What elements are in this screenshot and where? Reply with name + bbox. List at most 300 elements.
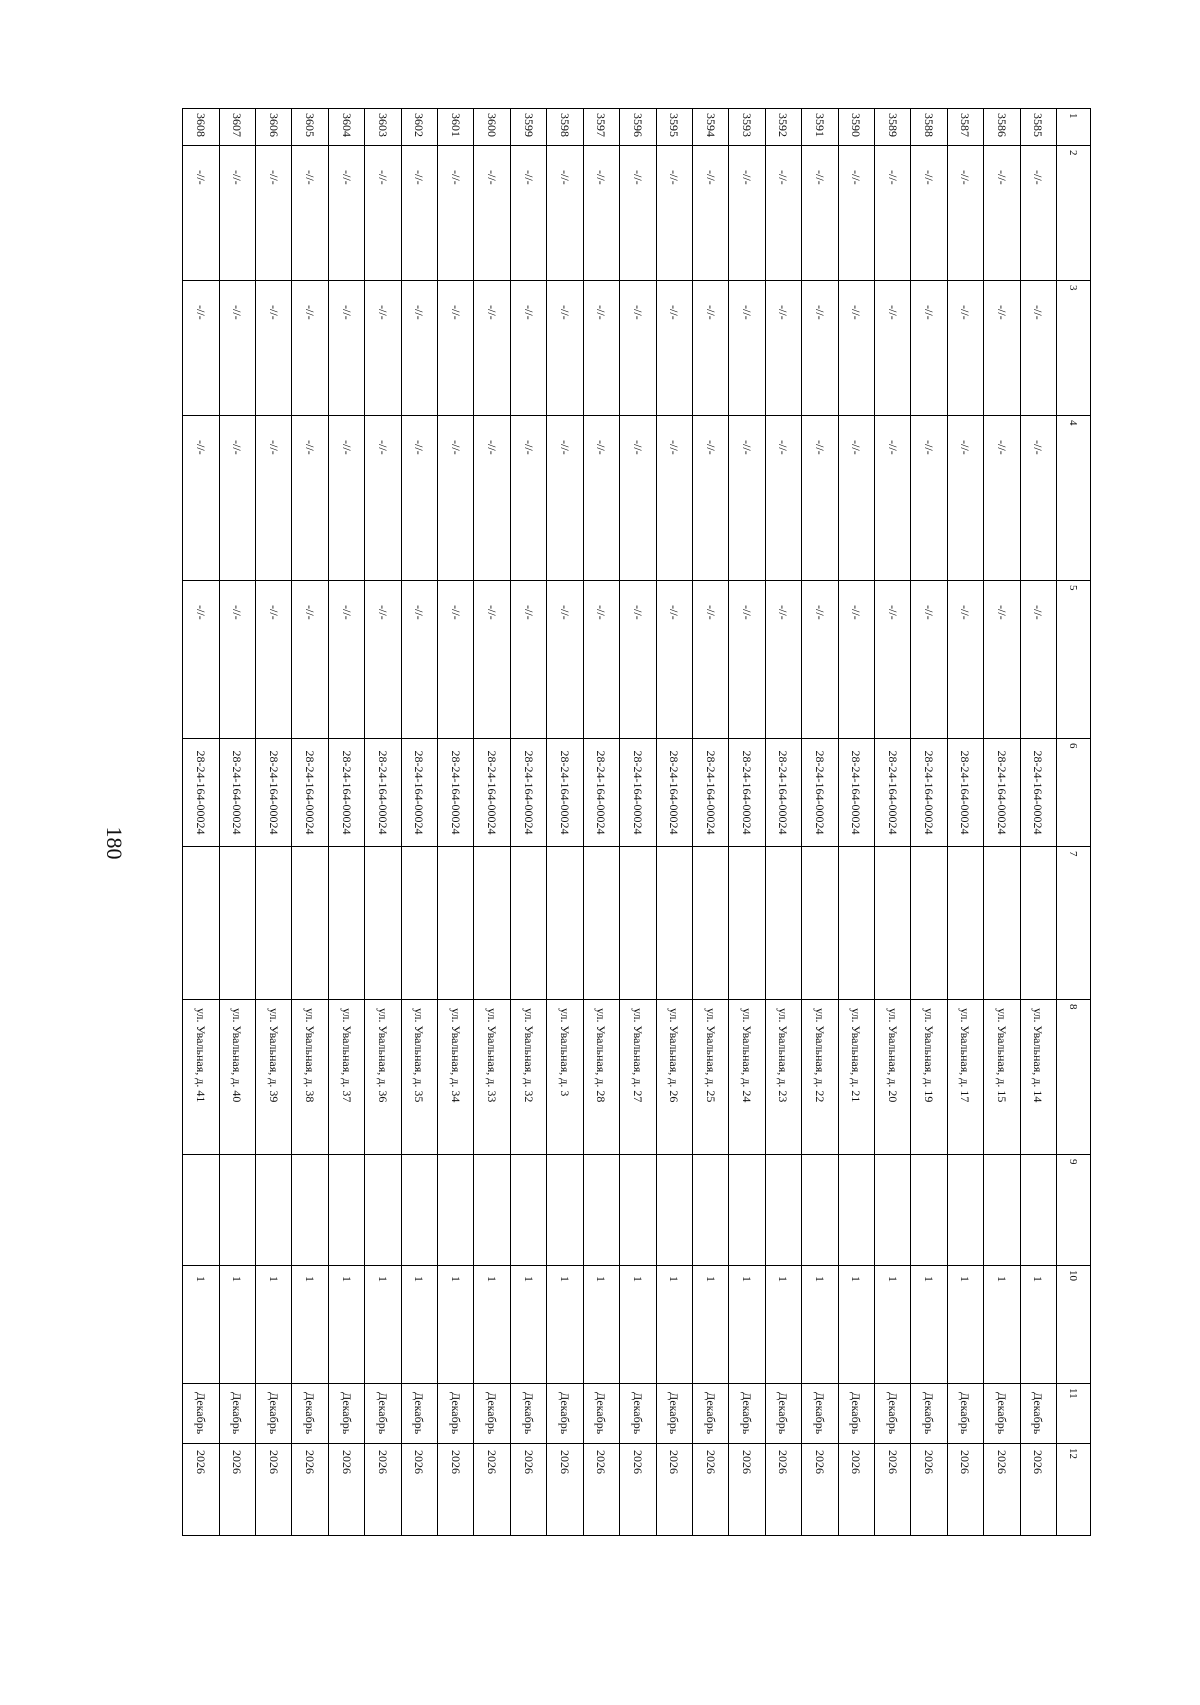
row-number-cell: 3602: [401, 109, 437, 146]
cell-col-9: [729, 1155, 765, 1266]
cadastral-number-cell: 28-24-164-00024: [438, 739, 474, 847]
cadastral-number-cell: 28-24-164-00024: [183, 739, 220, 847]
quantity-cell: 1: [292, 1266, 328, 1384]
cadastral-number-cell: 28-24-164-00024: [365, 739, 401, 847]
cell-col-5: -//-: [510, 581, 546, 739]
year-cell: 2026: [838, 1444, 874, 1536]
address-cell: ул. Увальная, д. 35: [401, 1000, 437, 1155]
quantity-cell: 1: [692, 1266, 728, 1384]
year-cell: 2026: [219, 1444, 255, 1536]
cell-col-2: -//-: [547, 146, 583, 281]
cell-col-7: [438, 847, 474, 1000]
cell-col-2: -//-: [838, 146, 874, 281]
cell-col-4: -//-: [874, 416, 910, 581]
cell-col-3: -//-: [838, 281, 874, 416]
cell-col-3: -//-: [219, 281, 255, 416]
cell-col-2: -//-: [1020, 146, 1056, 281]
cell-col-5: -//-: [729, 581, 765, 739]
address-cell: ул. Увальная, д. 36: [365, 1000, 401, 1155]
year-cell: 2026: [583, 1444, 619, 1536]
quantity-cell: 1: [729, 1266, 765, 1384]
cell-col-7: [947, 847, 983, 1000]
month-cell: Декабрь: [984, 1384, 1020, 1444]
cell-col-9: [620, 1155, 656, 1266]
row-number-cell: 3605: [292, 109, 328, 146]
cell-col-3: -//-: [656, 281, 692, 416]
cell-col-3: -//-: [911, 281, 947, 416]
row-number-cell: 3598: [547, 109, 583, 146]
cell-col-3: -//-: [328, 281, 364, 416]
cadastral-number-cell: 28-24-164-00024: [984, 739, 1020, 847]
table-row: [219, 109, 255, 1536]
cell-col-4: -//-: [583, 416, 619, 581]
cell-col-2: -//-: [620, 146, 656, 281]
column-header: 11: [1057, 1384, 1091, 1444]
cell-col-4: -//-: [438, 416, 474, 581]
cell-col-3: -//-: [984, 281, 1020, 416]
month-cell: Декабрь: [474, 1384, 510, 1444]
cell-col-3: -//-: [802, 281, 838, 416]
cadastral-number-cell: 28-24-164-00024: [874, 739, 910, 847]
cell-col-4: -//-: [547, 416, 583, 581]
cell-col-2: -//-: [438, 146, 474, 281]
month-cell: Декабрь: [256, 1384, 292, 1444]
row-number-cell: 3593: [729, 109, 765, 146]
cadastral-number-cell: 28-24-164-00024: [620, 739, 656, 847]
cell-col-7: [984, 847, 1020, 1000]
quantity-cell: 1: [874, 1266, 910, 1384]
month-cell: Декабрь: [438, 1384, 474, 1444]
year-cell: 2026: [474, 1444, 510, 1536]
row-number-cell: 3595: [656, 109, 692, 146]
row-number-cell: 3600: [474, 109, 510, 146]
table-row: [620, 109, 656, 1536]
row-number-cell: 3590: [838, 109, 874, 146]
year-cell: 2026: [547, 1444, 583, 1536]
month-cell: Декабрь: [292, 1384, 328, 1444]
cell-col-7: [874, 847, 910, 1000]
address-cell: ул. Увальная, д. 38: [292, 1000, 328, 1155]
cell-col-4: -//-: [656, 416, 692, 581]
table-row: [547, 109, 583, 1536]
cadastral-number-cell: 28-24-164-00024: [401, 739, 437, 847]
cell-col-2: -//-: [692, 146, 728, 281]
cell-col-5: -//-: [219, 581, 255, 739]
year-cell: 2026: [874, 1444, 910, 1536]
cell-col-9: [219, 1155, 255, 1266]
cell-col-2: -//-: [802, 146, 838, 281]
row-number-cell: 3586: [984, 109, 1020, 146]
cadastral-number-cell: 28-24-164-00024: [474, 739, 510, 847]
cell-col-4: -//-: [328, 416, 364, 581]
cell-col-4: -//-: [692, 416, 728, 581]
cell-col-5: -//-: [183, 581, 220, 739]
row-number-cell: 3597: [583, 109, 619, 146]
cell-col-2: -//-: [911, 146, 947, 281]
address-cell: ул. Увальная, д. 20: [874, 1000, 910, 1155]
cell-col-3: -//-: [947, 281, 983, 416]
table-row: [656, 109, 692, 1536]
cell-col-9: [838, 1155, 874, 1266]
cell-col-9: [438, 1155, 474, 1266]
row-number-cell: 3585: [1020, 109, 1056, 146]
cell-col-4: -//-: [1020, 416, 1056, 581]
cell-col-7: [474, 847, 510, 1000]
table-row: [947, 109, 983, 1536]
cell-col-5: -//-: [874, 581, 910, 739]
table-row: [474, 109, 510, 1536]
cell-col-4: -//-: [729, 416, 765, 581]
month-cell: Декабрь: [583, 1384, 619, 1444]
month-cell: Декабрь: [729, 1384, 765, 1444]
address-cell: ул. Увальная, д. 39: [256, 1000, 292, 1155]
cell-col-3: -//-: [183, 281, 220, 416]
address-cell: ул. Увальная, д. 14: [1020, 1000, 1056, 1155]
cell-col-2: -//-: [219, 146, 255, 281]
cell-col-5: -//-: [765, 581, 801, 739]
cell-col-5: -//-: [838, 581, 874, 739]
cell-col-2: -//-: [984, 146, 1020, 281]
cell-col-5: -//-: [328, 581, 364, 739]
quantity-cell: 1: [984, 1266, 1020, 1384]
table-body: [183, 109, 1057, 1536]
cell-col-5: -//-: [401, 581, 437, 739]
year-cell: 2026: [292, 1444, 328, 1536]
cell-col-4: -//-: [947, 416, 983, 581]
cell-col-7: [328, 847, 364, 1000]
rotated-table-frame: [182, 108, 1091, 1535]
column-header: 2: [1057, 146, 1091, 281]
cell-col-4: -//-: [765, 416, 801, 581]
cell-col-3: -//-: [765, 281, 801, 416]
cell-col-2: -//-: [583, 146, 619, 281]
cell-col-7: [256, 847, 292, 1000]
cell-col-2: -//-: [183, 146, 220, 281]
address-cell: ул. Увальная, д. 40: [219, 1000, 255, 1155]
row-number-cell: 3606: [256, 109, 292, 146]
quantity-cell: 1: [583, 1266, 619, 1384]
cell-col-9: [256, 1155, 292, 1266]
cell-col-2: -//-: [474, 146, 510, 281]
cell-col-7: [183, 847, 220, 1000]
year-cell: 2026: [984, 1444, 1020, 1536]
quantity-cell: 1: [911, 1266, 947, 1384]
table-row: [183, 109, 220, 1536]
cadastral-number-cell: 28-24-164-00024: [583, 739, 619, 847]
column-header: 1: [1057, 109, 1091, 146]
year-cell: 2026: [438, 1444, 474, 1536]
year-cell: 2026: [365, 1444, 401, 1536]
month-cell: Декабрь: [547, 1384, 583, 1444]
year-cell: 2026: [802, 1444, 838, 1536]
address-cell: ул. Увальная, д. 25: [692, 1000, 728, 1155]
cadastral-number-cell: 28-24-164-00024: [692, 739, 728, 847]
address-cell: ул. Увальная, д. 17: [947, 1000, 983, 1155]
cell-col-3: -//-: [620, 281, 656, 416]
cell-col-3: -//-: [692, 281, 728, 416]
address-cell: ул. Увальная, д. 21: [838, 1000, 874, 1155]
row-number-cell: 3596: [620, 109, 656, 146]
quantity-cell: 1: [765, 1266, 801, 1384]
cell-col-9: [547, 1155, 583, 1266]
year-cell: 2026: [729, 1444, 765, 1536]
address-cell: ул. Увальная, д. 33: [474, 1000, 510, 1155]
row-number-cell: 3603: [365, 109, 401, 146]
cell-col-5: -//-: [620, 581, 656, 739]
address-cell: ул. Увальная, д. 15: [984, 1000, 1020, 1155]
cell-col-4: -//-: [984, 416, 1020, 581]
cell-col-4: -//-: [474, 416, 510, 581]
table-row: [838, 109, 874, 1536]
quantity-cell: 1: [838, 1266, 874, 1384]
cell-col-7: [292, 847, 328, 1000]
cell-col-9: [802, 1155, 838, 1266]
cadastral-number-cell: 28-24-164-00024: [802, 739, 838, 847]
row-number-cell: 3601: [438, 109, 474, 146]
register-table: [182, 108, 1091, 1536]
quantity-cell: 1: [219, 1266, 255, 1384]
quantity-cell: 1: [620, 1266, 656, 1384]
cell-col-9: [692, 1155, 728, 1266]
cell-col-3: -//-: [365, 281, 401, 416]
cell-col-7: [802, 847, 838, 1000]
year-cell: 2026: [620, 1444, 656, 1536]
cadastral-number-cell: 28-24-164-00024: [547, 739, 583, 847]
cell-col-7: [219, 847, 255, 1000]
cell-col-5: -//-: [1020, 581, 1056, 739]
address-cell: ул. Увальная, д. 27: [620, 1000, 656, 1155]
month-cell: Декабрь: [656, 1384, 692, 1444]
cadastral-number-cell: 28-24-164-00024: [256, 739, 292, 847]
address-cell: ул. Увальная, д. 28: [583, 1000, 619, 1155]
table-row: [438, 109, 474, 1536]
cell-col-5: -//-: [692, 581, 728, 739]
column-header: 5: [1057, 581, 1091, 739]
address-cell: ул. Увальная, д. 32: [510, 1000, 546, 1155]
cell-col-4: -//-: [183, 416, 220, 581]
cadastral-number-cell: 28-24-164-00024: [510, 739, 546, 847]
cell-col-4: -//-: [510, 416, 546, 581]
cell-col-4: -//-: [838, 416, 874, 581]
cell-col-7: [911, 847, 947, 1000]
cell-col-7: [838, 847, 874, 1000]
cell-col-5: -//-: [474, 581, 510, 739]
quantity-cell: 1: [1020, 1266, 1056, 1384]
cell-col-4: -//-: [802, 416, 838, 581]
month-cell: Декабрь: [802, 1384, 838, 1444]
year-cell: 2026: [1020, 1444, 1056, 1536]
table-row: [802, 109, 838, 1536]
cell-col-5: -//-: [583, 581, 619, 739]
row-number-cell: 3592: [765, 109, 801, 146]
column-header: 10: [1057, 1266, 1091, 1384]
row-number-cell: 3591: [802, 109, 838, 146]
cell-col-2: -//-: [765, 146, 801, 281]
table-row: [765, 109, 801, 1536]
cadastral-number-cell: 28-24-164-00024: [292, 739, 328, 847]
cell-col-9: [510, 1155, 546, 1266]
cadastral-number-cell: 28-24-164-00024: [656, 739, 692, 847]
cell-col-3: -//-: [510, 281, 546, 416]
cell-col-3: -//-: [256, 281, 292, 416]
cell-col-9: [947, 1155, 983, 1266]
row-number-cell: 3604: [328, 109, 364, 146]
cell-col-9: [401, 1155, 437, 1266]
address-cell: ул. Увальная, д. 23: [765, 1000, 801, 1155]
column-header: 7: [1057, 847, 1091, 1000]
cell-col-4: -//-: [911, 416, 947, 581]
year-cell: 2026: [328, 1444, 364, 1536]
cell-col-3: -//-: [292, 281, 328, 416]
cell-col-7: [692, 847, 728, 1000]
cell-col-9: [765, 1155, 801, 1266]
month-cell: Декабрь: [510, 1384, 546, 1444]
cell-col-2: -//-: [656, 146, 692, 281]
quantity-cell: 1: [474, 1266, 510, 1384]
cell-col-5: -//-: [292, 581, 328, 739]
cell-col-9: [328, 1155, 364, 1266]
table-row: [984, 109, 1020, 1536]
cell-col-7: [510, 847, 546, 1000]
month-cell: Декабрь: [765, 1384, 801, 1444]
cell-col-7: [765, 847, 801, 1000]
cadastral-number-cell: 28-24-164-00024: [328, 739, 364, 847]
month-cell: Декабрь: [183, 1384, 220, 1444]
row-number-cell: 3587: [947, 109, 983, 146]
cell-col-9: [1020, 1155, 1056, 1266]
table-row: [1020, 109, 1056, 1536]
year-cell: 2026: [656, 1444, 692, 1536]
year-cell: 2026: [183, 1444, 220, 1536]
cadastral-number-cell: 28-24-164-00024: [911, 739, 947, 847]
table-row: [510, 109, 546, 1536]
table-row: [256, 109, 292, 1536]
cell-col-7: [1020, 847, 1056, 1000]
cell-col-5: -//-: [947, 581, 983, 739]
table-row: [729, 109, 765, 1536]
quantity-cell: 1: [438, 1266, 474, 1384]
quantity-cell: 1: [947, 1266, 983, 1384]
quantity-cell: 1: [183, 1266, 220, 1384]
table-row: [874, 109, 910, 1536]
cell-col-4: -//-: [219, 416, 255, 581]
row-number-cell: 3599: [510, 109, 546, 146]
quantity-cell: 1: [802, 1266, 838, 1384]
cadastral-number-cell: 28-24-164-00024: [219, 739, 255, 847]
cell-col-3: -//-: [401, 281, 437, 416]
address-cell: ул. Увальная, д. 22: [802, 1000, 838, 1155]
table-row: [328, 109, 364, 1536]
month-cell: Декабрь: [838, 1384, 874, 1444]
quantity-cell: 1: [656, 1266, 692, 1384]
cell-col-5: -//-: [256, 581, 292, 739]
column-header: 8: [1057, 1000, 1091, 1155]
quantity-cell: 1: [547, 1266, 583, 1384]
quantity-cell: 1: [256, 1266, 292, 1384]
register-table-container: [182, 108, 1091, 1535]
cadastral-number-cell: 28-24-164-00024: [765, 739, 801, 847]
cell-col-4: -//-: [365, 416, 401, 581]
cell-col-3: -//-: [474, 281, 510, 416]
year-cell: 2026: [510, 1444, 546, 1536]
quantity-cell: 1: [401, 1266, 437, 1384]
cell-col-2: -//-: [729, 146, 765, 281]
table-row: [911, 109, 947, 1536]
month-cell: Декабрь: [620, 1384, 656, 1444]
column-header: 12: [1057, 1444, 1091, 1536]
cell-col-5: -//-: [802, 581, 838, 739]
month-cell: Декабрь: [911, 1384, 947, 1444]
column-header: 6: [1057, 739, 1091, 847]
cell-col-7: [401, 847, 437, 1000]
cell-col-9: [365, 1155, 401, 1266]
month-cell: Декабрь: [365, 1384, 401, 1444]
row-number-cell: 3594: [692, 109, 728, 146]
month-cell: Декабрь: [947, 1384, 983, 1444]
cell-col-2: -//-: [401, 146, 437, 281]
cell-col-3: -//-: [874, 281, 910, 416]
quantity-cell: 1: [365, 1266, 401, 1384]
address-cell: ул. Увальная, д. 37: [328, 1000, 364, 1155]
cell-col-5: -//-: [438, 581, 474, 739]
row-number-cell: 3588: [911, 109, 947, 146]
cell-col-9: [474, 1155, 510, 1266]
column-header: 4: [1057, 416, 1091, 581]
table-row: [692, 109, 728, 1536]
row-number-cell: 3607: [219, 109, 255, 146]
address-cell: ул. Увальная, д. 24: [729, 1000, 765, 1155]
cell-col-4: -//-: [256, 416, 292, 581]
table-row: [583, 109, 619, 1536]
month-cell: Декабрь: [328, 1384, 364, 1444]
column-header: 3: [1057, 281, 1091, 416]
quantity-cell: 1: [510, 1266, 546, 1384]
cell-col-9: [183, 1155, 220, 1266]
cell-col-3: -//-: [547, 281, 583, 416]
cell-col-3: -//-: [1020, 281, 1056, 416]
table-row: [292, 109, 328, 1536]
year-cell: 2026: [947, 1444, 983, 1536]
cell-col-2: -//-: [256, 146, 292, 281]
year-cell: 2026: [911, 1444, 947, 1536]
cadastral-number-cell: 28-24-164-00024: [729, 739, 765, 847]
cell-col-9: [656, 1155, 692, 1266]
cell-col-2: -//-: [510, 146, 546, 281]
cell-col-7: [365, 847, 401, 1000]
year-cell: 2026: [765, 1444, 801, 1536]
address-cell: ул. Увальная, д. 26: [656, 1000, 692, 1155]
row-number-cell: 3589: [874, 109, 910, 146]
cell-col-7: [547, 847, 583, 1000]
row-number-cell: 3608: [183, 109, 220, 146]
address-cell: ул. Увальная, д. 34: [438, 1000, 474, 1155]
cadastral-number-cell: 28-24-164-00024: [947, 739, 983, 847]
cadastral-number-cell: 28-24-164-00024: [838, 739, 874, 847]
month-cell: Декабрь: [401, 1384, 437, 1444]
cell-col-9: [911, 1155, 947, 1266]
cell-col-7: [656, 847, 692, 1000]
month-cell: Декабрь: [692, 1384, 728, 1444]
cell-col-7: [729, 847, 765, 1000]
cell-col-2: -//-: [292, 146, 328, 281]
cell-col-3: -//-: [583, 281, 619, 416]
year-cell: 2026: [692, 1444, 728, 1536]
cell-col-4: -//-: [401, 416, 437, 581]
cadastral-number-cell: 28-24-164-00024: [1020, 739, 1056, 847]
cell-col-4: -//-: [292, 416, 328, 581]
cell-col-9: [583, 1155, 619, 1266]
cell-col-2: -//-: [365, 146, 401, 281]
